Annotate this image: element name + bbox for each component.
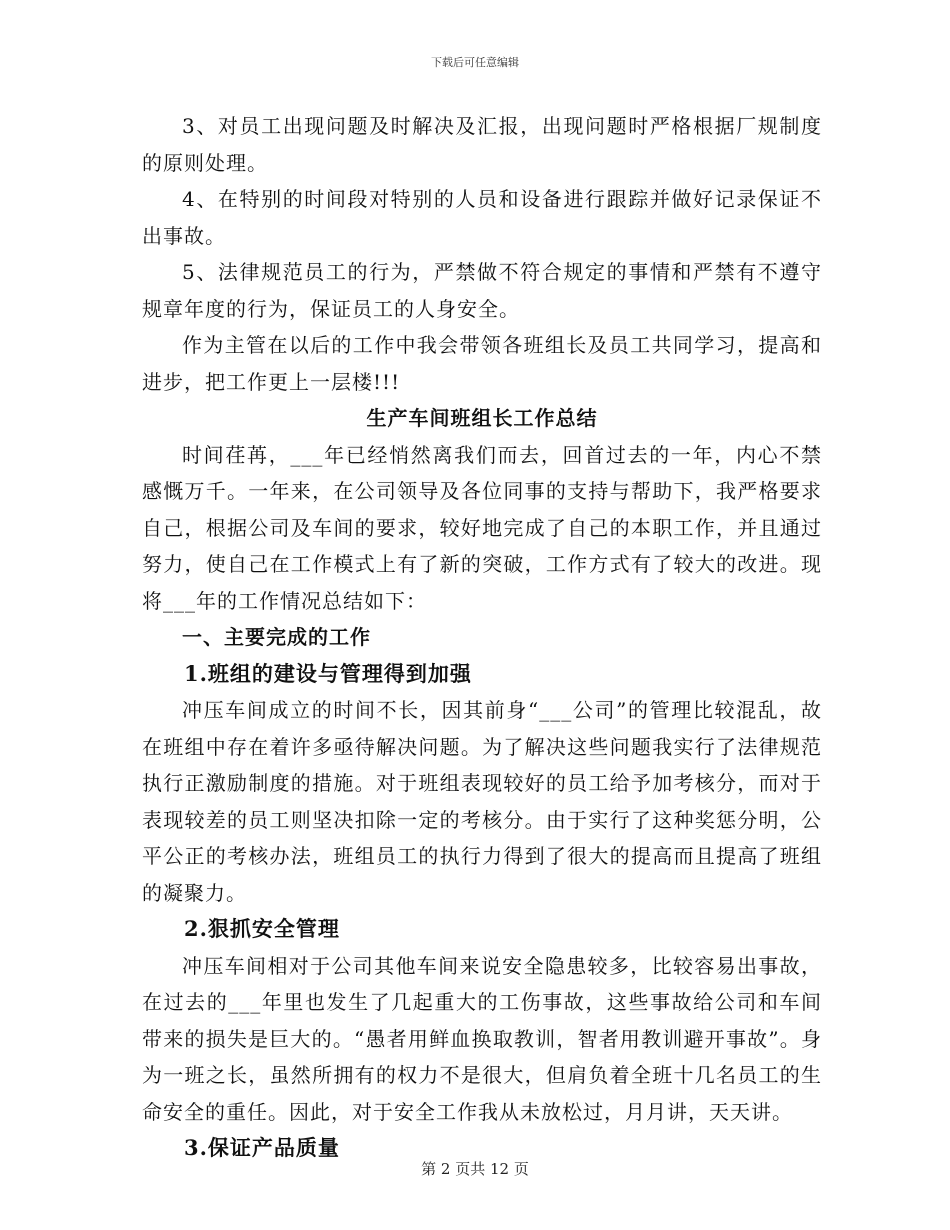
paragraph-item-4: 4、在特别的时间段对特别的人员和设备进行跟踪并做好记录保证不出事故。 (142, 187, 822, 248)
paragraph-item-3: 3、对员工出现问题及时解决及汇报，出现问题时严格根据厂规制度的原则处理。 (142, 114, 822, 175)
subheading-quality: 3.保证产品质量 (184, 1135, 340, 1160)
document-body (142, 108, 822, 1167)
paragraph-team-building: 冲压车间成立的时间不长，因其前身“___公司”的管理比较混乱，故在班组中存在着许多亟待解决问题。为了解决这些问题我实行了法律规范执行正激励制度的措施。对于班组表现较好的员工给予加考核分，而对于表现较差的员工则坚决扣除一定的考核分。由于实行了这种奖惩分明，公平公正的考核办法，班组员工的执行力得到了很大的提高而且提高了班组的凝聚力。 (142, 698, 822, 905)
page-header: 下载后可任意编辑 (431, 56, 519, 69)
paragraph-intro: 时间荏苒，___年已经悄然离我们而去，回首过去的一年，内心不禁感慨万千。一年来，在公司领导及各位同事的支持与帮助下，我严格要求自己，根据公司及车间的要求，较好地完成了自己的本职工作，并且通过努力，使自己在工作模式上有了新的突破，工作方式有了较大的改进。现将___年的工作情况总结如下： (142, 442, 822, 613)
subheading-team-building: 1.班组的建设与管理得到加强 (184, 660, 472, 686)
heading-main-work: 一、主要完成的工作 (182, 625, 371, 649)
paragraph-conclusion: 作为主管在以后的工作中我会带领各班组长及员工共同学习，提高和进步，把工作更上一层楼!!! (142, 333, 822, 394)
paragraph-item-5: 5、法律规范员工的行为，严禁做不符合规定的事情和严禁有不遵守规章年度的行为，保证员工的人身安全。 (142, 260, 822, 321)
paragraph-safety: 冲压车间相对于公司其他车间来说安全隐患较多，比较容易出事故，在过去的___年里也发生了几起重大的工伤事故，这些事故给公司和车间带来的损失是巨大的。“愚者用鲜血换取教训，智者用教训避开事故”。身为一班之长，虽然所拥有的权力不是很大，但肩负着全班十几名员工的生命安全的重任。因此，对于安全工作我从未放松过，月月讲，天天讲。 (142, 953, 822, 1124)
page-footer: 第 2 页共 12 页 (421, 1160, 529, 1178)
section-title: 生产车间班组长工作总结 (366, 406, 598, 430)
subheading-safety: 2.狠抓安全管理 (184, 916, 340, 941)
